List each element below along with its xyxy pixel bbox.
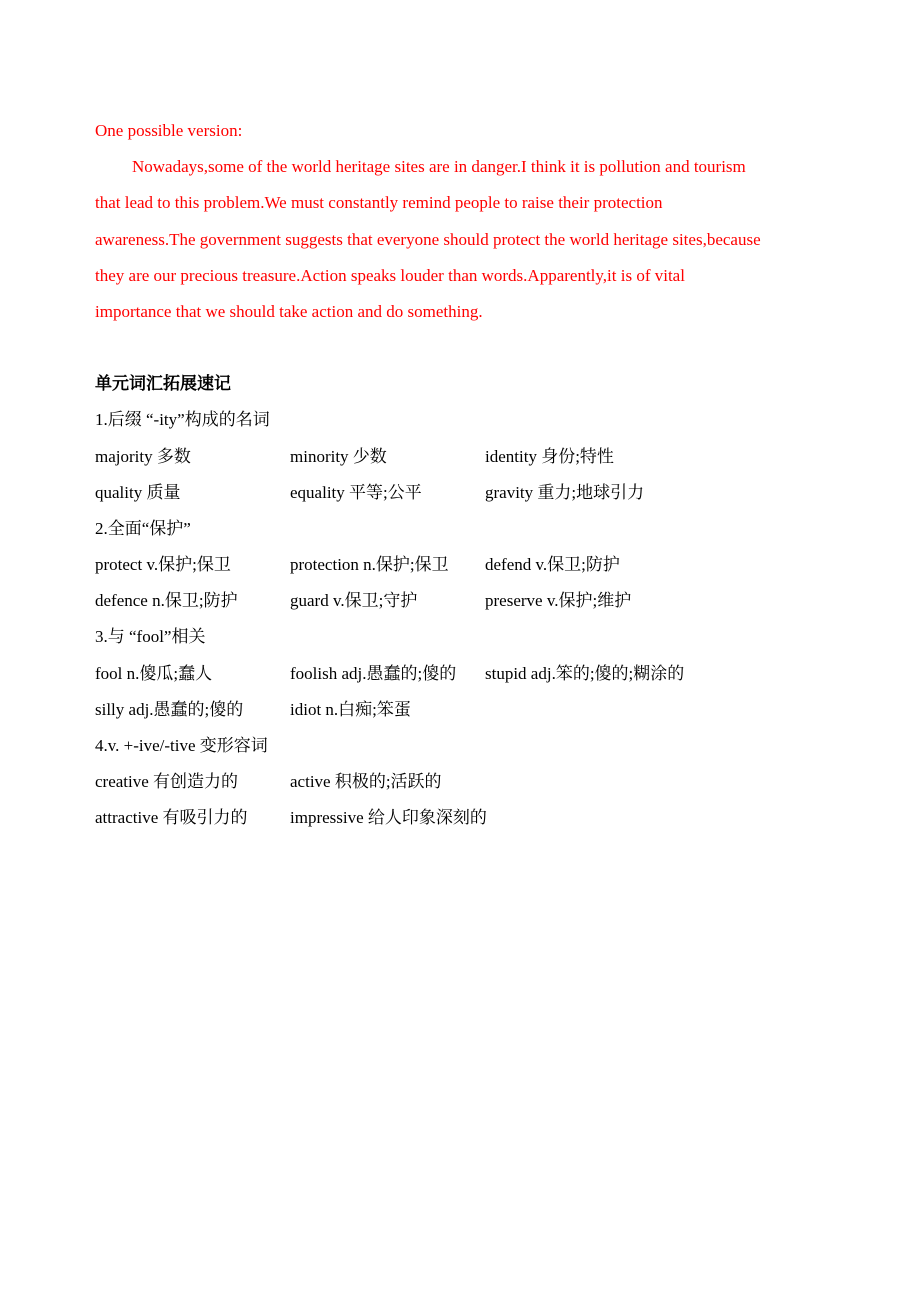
vocab-entry: preserve v.保护;维护 xyxy=(485,591,632,611)
vocab-entry: protect v.保护;保卫 xyxy=(95,555,231,575)
essay-line: awareness.The government suggests that everyone should protect the world heritage sites,because xyxy=(95,229,761,249)
vocab-row xyxy=(95,475,835,511)
vocab-entry: equality 平等;公平 xyxy=(290,482,422,502)
vocab-entry: protection n.保护;保卫 xyxy=(290,555,449,575)
vocab-entry: guard v.保卫;守护 xyxy=(290,591,418,611)
essay-label: One possible version: xyxy=(95,121,243,140)
vocab-entry: stupid adj.笨的;傻的;糊涂的 xyxy=(485,663,685,683)
vocab-title: 单元词汇拓展速记 xyxy=(95,374,231,394)
vocab-entry xyxy=(485,692,735,728)
vocab-row xyxy=(95,439,835,475)
essay-line: importance that we should take action and do something. xyxy=(95,301,483,321)
vocab-entry: active 积极的;活跃的 xyxy=(290,772,442,792)
vocab-entry: identity 身份;特性 xyxy=(485,446,614,466)
essay-line: that lead to this problem.We must constantly remind people to raise their protection xyxy=(95,193,663,213)
vocab-entry: defend v.保卫;防护 xyxy=(485,555,620,575)
vocab-entry: gravity 重力;地球引力 xyxy=(485,482,645,502)
vocab-entry: quality 质量 xyxy=(95,482,181,502)
group-heading: 3.与 “fool”相关 xyxy=(95,627,206,647)
vocab-entry: majority 多数 xyxy=(95,446,191,466)
section-gap xyxy=(95,330,835,366)
group-heading: 4.v. +-ive/-tive 变形容词 xyxy=(95,736,268,755)
essay-line: they are our precious treasure.Action speaks louder than words.Apparently,it is of vital xyxy=(95,265,685,285)
vocab-row xyxy=(95,547,835,583)
vocab-entry: creative 有创造力的 xyxy=(95,772,239,792)
vocab-row xyxy=(95,800,835,836)
vocab-entry: attractive 有吸引力的 xyxy=(95,808,248,828)
vocab-entry: minority 少数 xyxy=(290,446,387,466)
vocab-row xyxy=(95,692,835,728)
vocab-entry: fool n.傻瓜;蠢人 xyxy=(95,663,213,683)
vocab-entry: silly adj.愚蠢的;傻的 xyxy=(95,699,244,719)
vocab-entry xyxy=(485,764,735,800)
vocab-entry: idiot n.白痴;笨蛋 xyxy=(290,699,411,719)
vocab-row xyxy=(95,656,835,692)
vocab-entry: impressive 给人印象深刻的 xyxy=(290,808,487,828)
vocab-entry: defence n.保卫;防护 xyxy=(95,591,238,611)
vocab-row xyxy=(95,583,835,619)
vocab-entry: foolish adj.愚蠢的;傻的 xyxy=(290,663,457,683)
document-page xyxy=(95,113,835,837)
vocab-entry xyxy=(485,800,735,836)
essay-line: Nowadays,some of the world heritage sites are in danger.I think it is pollution and tourism xyxy=(132,157,746,177)
group-heading: 1.后缀 “-ity”构成的名词 xyxy=(95,410,270,430)
group-heading: 2.全面“保护” xyxy=(95,518,191,538)
vocab-row xyxy=(95,764,835,800)
